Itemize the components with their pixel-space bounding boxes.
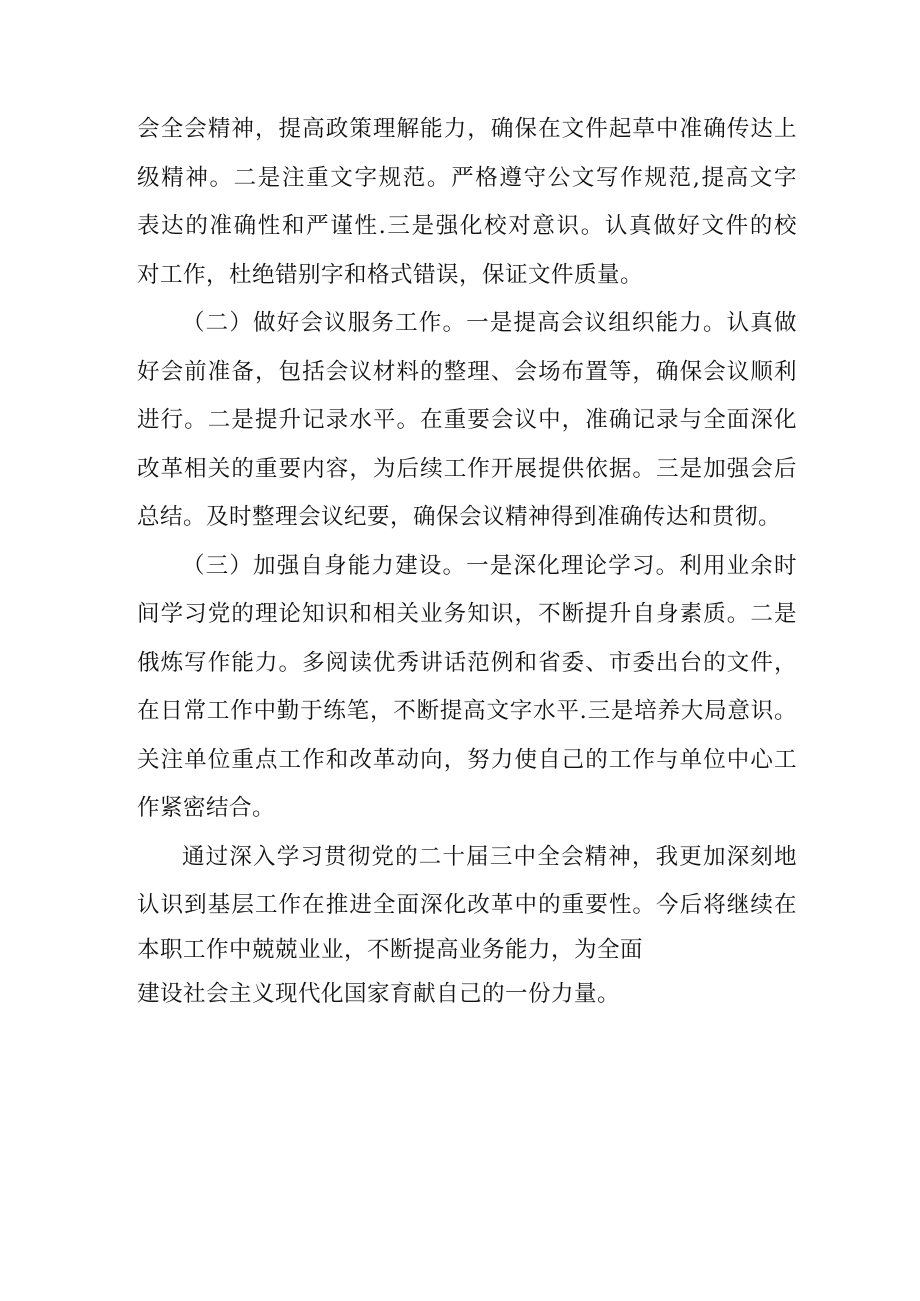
paragraph-line: 级精神。二是注重文字规范。严格遵守公文写作规范,提高文字 xyxy=(137,164,797,191)
paragraph-line: 认识到基层工作在推进全面深化改革中的重要性。今后将继续在 xyxy=(137,892,797,918)
paragraph-line: 改革相关的重要内容，为后续工作开展提供依据。三是加强会后 xyxy=(137,455,797,482)
paragraph-line: （三）加强自身能力建设。一是深化理论学习。利用业余时 xyxy=(182,552,797,579)
paragraph-line: 在日常工作中勤于练笔，不断提高文字水平.三是培养大局意识。 xyxy=(137,698,797,724)
paragraph-line: 对工作，杜绝错别字和格式错误，保证文件质量。 xyxy=(137,261,644,288)
paragraph-line: 会全会精神，提高政策理解能力，确保在文件起草中准确传达上 xyxy=(137,116,797,142)
paragraph-line: 本职工作中兢兢业业，不断提高业务能力，为全面 xyxy=(137,936,644,963)
paragraph-line: 间学习党的理论知识和相关业务知识，不断提升自身素质。二是 xyxy=(137,601,797,627)
paragraph-line: （二）做好会议服务工作。一是提高会议组织能力。认真做 xyxy=(182,310,797,336)
paragraph-line: 总结。及时整理会议纪要，确保会议精神得到准确传达和贯彻。 xyxy=(137,504,782,530)
paragraph-line: 关注单位重点工作和改革动向，努力使自己的工作与单位中心工 xyxy=(137,746,797,773)
paragraph-line: 建设社会主义现代化国家育献自己的一份力量。 xyxy=(137,980,621,1007)
paragraph-line: 通过深入学习贯彻党的二十届三中全会精神，我更加深刻地 xyxy=(182,843,797,870)
document-body xyxy=(137,105,797,1018)
paragraph-line: 进行。二是提升记录水平。在重要会议中，准确记录与全面深化 xyxy=(137,407,797,433)
paragraph-line: 作紧密结合。 xyxy=(137,795,276,821)
paragraph-line: 俄炼写作能力。多阅读优秀讲话范例和省委、市委出台的文件， xyxy=(137,649,797,676)
paragraph-line: 好会前准备，包括会议材料的整理、会场布置等，确保会议顺利 xyxy=(137,358,797,385)
paragraph-line: 表达的准确性和严谨性.三是强化校对意识。认真做好文件的校 xyxy=(137,213,797,239)
